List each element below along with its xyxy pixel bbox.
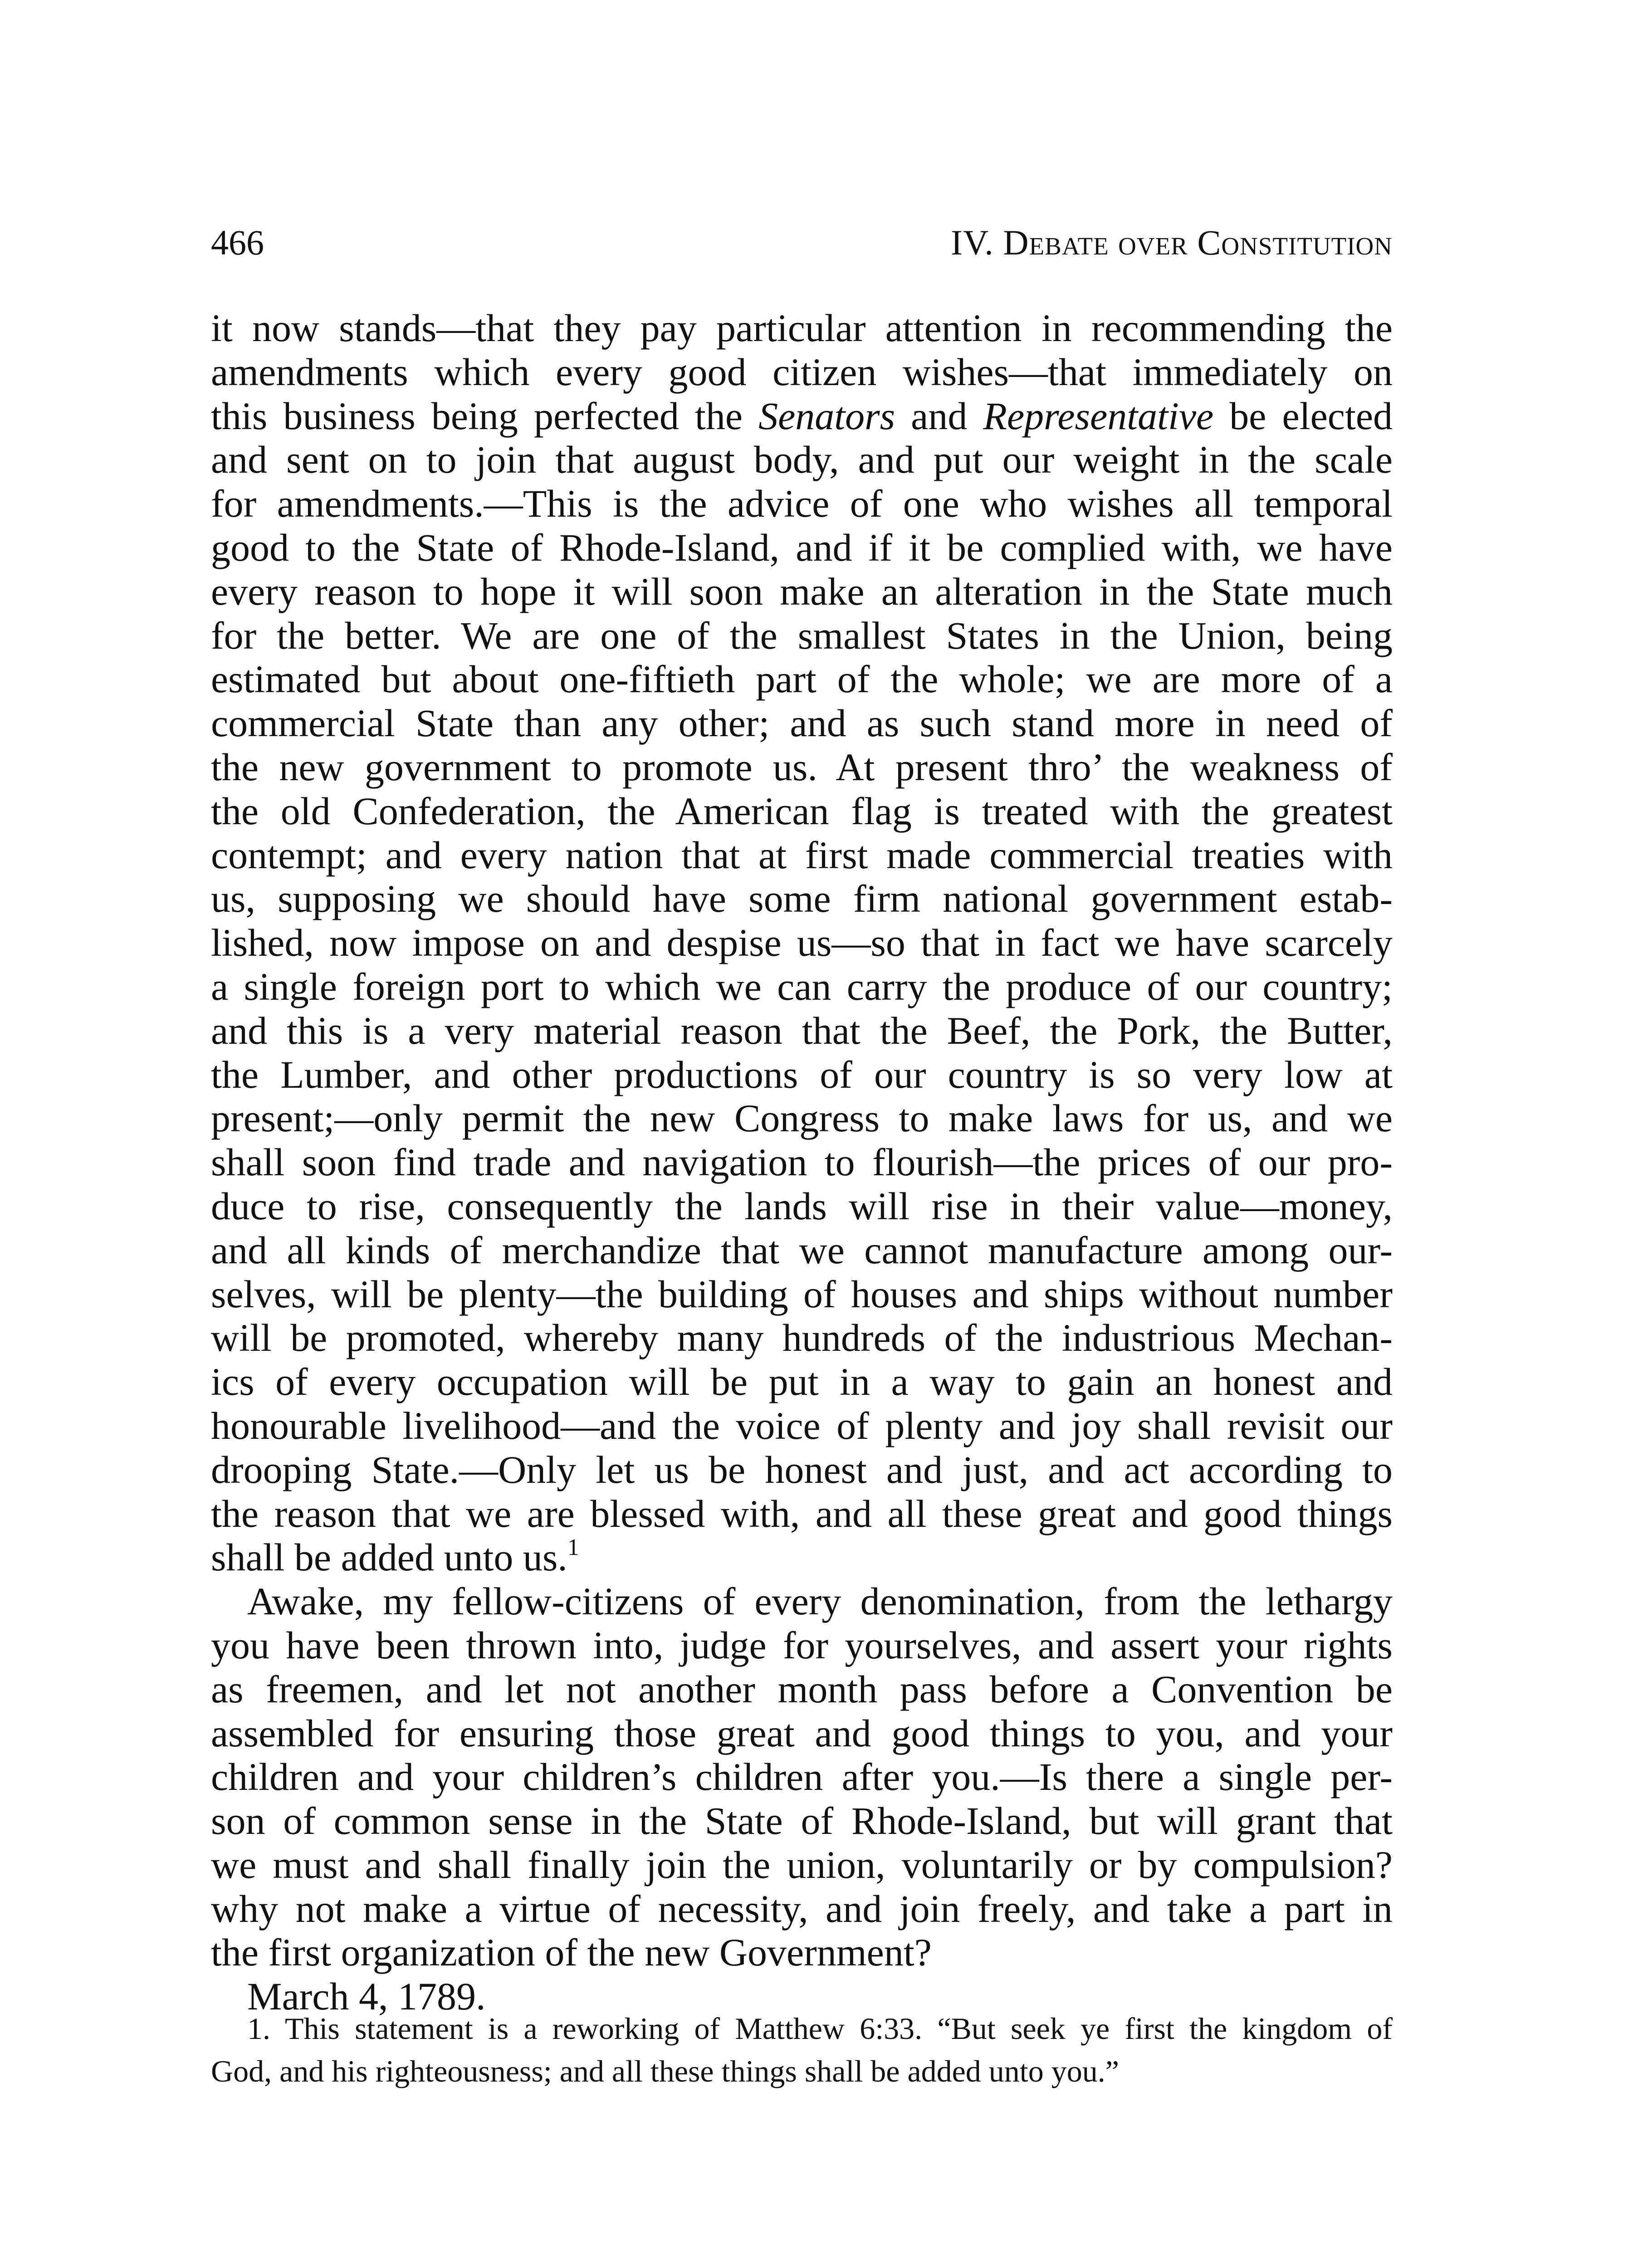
text-line: duce to rise, consequently the lands will rise in their value—money,	[211, 1184, 1393, 1228]
text-line: and all kinds of merchandize that we cannot manufacture among our-	[211, 1228, 1393, 1272]
text-line: why not make a virtue of necessity, and join freely, and take a part in	[211, 1887, 1393, 1931]
text-line: for the better. We are one of the smallest States in the Union, being	[211, 613, 1393, 657]
text-line: it now stands—that they pay particular attention in recommending the	[211, 306, 1393, 350]
running-head	[211, 218, 1393, 268]
text-line: assembled for ensuring those great and good things to you, and your	[211, 1711, 1393, 1755]
text-line: present;—only permit the new Congress to make laws for us, and we	[211, 1096, 1393, 1140]
text-line: the new government to promote us. At present thro’ the weakness of	[211, 745, 1393, 789]
text-line: will be promoted, whereby many hundreds of the industrious Mechan-	[211, 1316, 1393, 1360]
main-text	[211, 306, 1393, 2019]
text-line: us, supposing we should have some firm national government estab-	[211, 877, 1393, 921]
text-line: we must and shall finally join the union, voluntarily or by compulsion?	[211, 1843, 1393, 1887]
italic-term: Senators	[758, 394, 895, 438]
text-line: son of common sense in the State of Rhode-Island, but will grant that	[211, 1799, 1393, 1843]
text-line: shall be added unto us.$^1$	[211, 1535, 579, 1579]
text-line: Awake, my fellow-citizens of every denomination, from the lethargy	[247, 1579, 1393, 1623]
text-line: lished, now impose on and despise us—so that in fact we have scarcely	[211, 921, 1393, 965]
text-line: and sent on to join that august body, and put our weight in the scale	[211, 438, 1393, 482]
text-line: the first organization of the new Government?	[211, 1931, 932, 1975]
footnote-line: God, and his righteousness; and all these things shall be added unto you.”	[211, 2054, 1119, 2088]
section-title: IV. Debate over Constitution	[950, 223, 1393, 262]
text-line: contempt; and every nation that at first made commercial treaties with	[211, 833, 1393, 877]
text-line: children and your children’s children after you.—Is there a single per-	[211, 1755, 1393, 1799]
text-line: for amendments.—This is the advice of one who wishes all temporal	[211, 482, 1393, 526]
text-line: the reason that we are blessed with, and all these great and good things	[211, 1491, 1393, 1535]
text-line: the Lumber, and other productions of our country is so very low at	[211, 1052, 1393, 1096]
text-line: and this is a very material reason that the Beef, the Pork, the Butter,	[211, 1008, 1393, 1052]
text-line: good to the State of Rhode-Island, and if it be complied with, we have	[211, 525, 1393, 569]
text-line: a single foreign port to which we can carry the produce of our country;	[211, 964, 1393, 1008]
footnote	[211, 2007, 1393, 2092]
text-line: the old Confederation, the American flag is treated with the greatest	[211, 789, 1393, 833]
text-line: ics of every occupation will be put in a way to gain an honest and	[211, 1360, 1393, 1404]
text-line: drooping State.—Only let us be honest and just, and act according to	[211, 1447, 1393, 1491]
text-line: amendments which every good citizen wishes—that immediately on	[211, 350, 1393, 394]
text-line: as freemen, and let not another month pass before a Convention be	[211, 1667, 1393, 1711]
text-line: commercial State than any other; and as such stand more in need of	[211, 701, 1393, 745]
text-line: you have been thrown into, judge for yourselves, and assert your rights	[211, 1623, 1393, 1667]
text-line: estimated but about one-fiftieth part of the whole; we are more of a	[211, 657, 1393, 701]
dateline: March 4, 1789.	[247, 1975, 486, 2019]
text-line: every reason to hope it will soon make an alteration in the State much	[211, 569, 1393, 613]
page-number: 466	[211, 223, 264, 262]
text-line: selves, will be plenty—the building of houses and ships without number	[211, 1272, 1393, 1316]
footnote-marker[interactable]: 1	[567, 1535, 579, 1561]
text-line: this business being perfected the Senators and Representative be elected	[211, 394, 1393, 438]
italic-term: Representative	[983, 394, 1214, 438]
text-line: honourable livelihood—and the voice of plenty and joy shall revisit our	[211, 1403, 1393, 1447]
text-line: shall soon find trade and navigation to flourish—the prices of our pro-	[211, 1140, 1393, 1184]
footnote-line: 1. This statement is a reworking of Matthew 6:33. “But seek ye first the kingdom of	[247, 2011, 1393, 2046]
